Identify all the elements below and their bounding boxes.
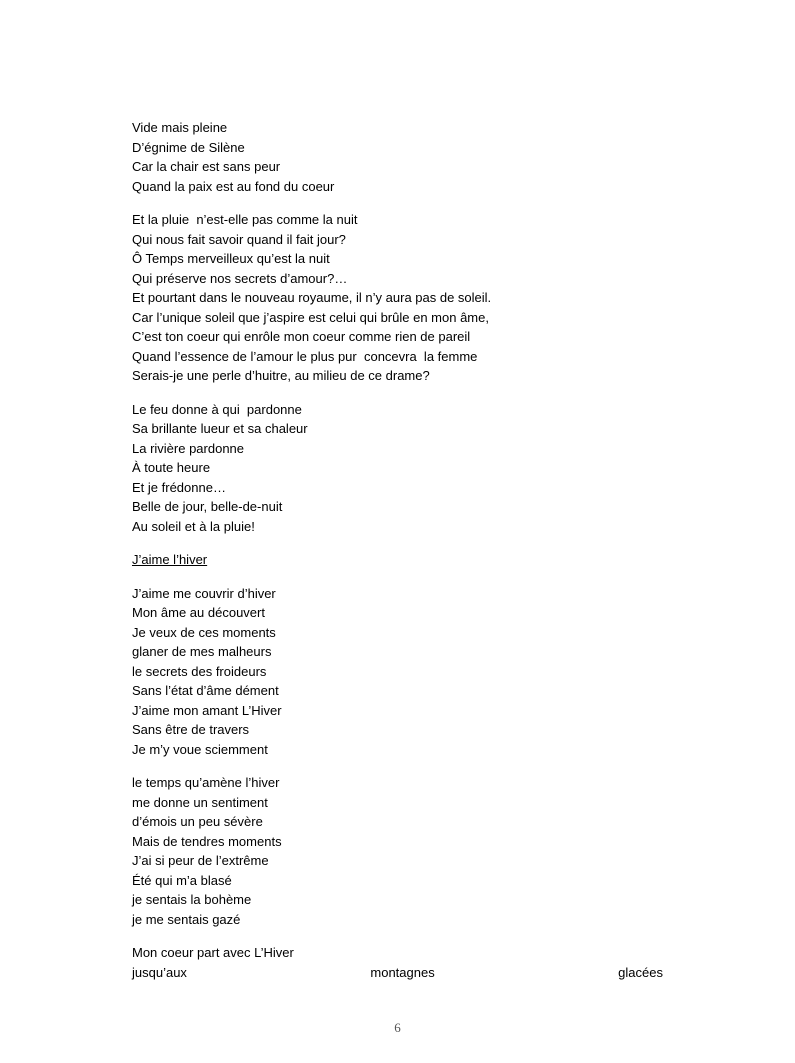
- poem-line: Je veux de ces moments: [132, 624, 276, 640]
- justified-poem-line: [132, 963, 663, 983]
- poem-line: Mon coeur part avec L’Hiver: [132, 945, 294, 960]
- poem-word: glacées: [618, 964, 663, 980]
- stanza-1: [132, 118, 672, 196]
- poem-word: jusqu’aux: [132, 964, 187, 980]
- poem-line: je sentais la bohème: [132, 892, 252, 907]
- poem-line: Quand la paix est au fond du coeur: [132, 178, 335, 194]
- poem-line: Belle de jour, belle-de-nuit: [132, 499, 283, 514]
- poem-line: Et la pluie n’est-elle pas comme la nuit: [132, 212, 358, 227]
- poem-line: le temps qu’amène l’hiver: [132, 775, 280, 790]
- poem-line: me donne un sentiment: [132, 794, 268, 810]
- stanza-4: [132, 584, 672, 760]
- stanza-6: [132, 943, 672, 982]
- poem-line: Je m’y voue sciemment: [132, 741, 268, 757]
- poem-line: Sa brillante lueur et sa chaleur: [132, 421, 308, 436]
- poem-line: Mais de tendres moments: [132, 833, 282, 849]
- stanza-3: [132, 400, 672, 537]
- poem-line: Et je frédonne…: [132, 479, 226, 495]
- poem-line: Car la chair est sans peur: [132, 159, 281, 174]
- poem-line: Vide mais pleine: [132, 120, 228, 135]
- poem-line: À toute heure: [132, 460, 211, 475]
- poem-line: Car l’unique soleil que j’aspire est celui qui brûle en mon âme,: [132, 309, 489, 325]
- poem-line: La rivière pardonne: [132, 440, 245, 456]
- poem-line: Été qui m’a blasé: [132, 872, 232, 888]
- stanza-2: [132, 210, 672, 386]
- poem-line: Sans l’état d’âme dément: [132, 683, 279, 698]
- poem-line: Au soleil et à la pluie!: [132, 518, 255, 534]
- poem-line: J’ai si peur de l’extrême: [132, 853, 269, 868]
- poem-line: Quand l’essence de l’amour le plus pur concevra la femme: [132, 348, 478, 364]
- poem-line: Ô Temps merveilleux qu’est la nuit: [132, 251, 330, 266]
- poem-line: Serais-je une perle d’huitre, au milieu de ce drame?: [132, 368, 430, 383]
- page-number: 6: [394, 1020, 401, 1035]
- poem-line: Mon âme au découvert: [132, 605, 265, 620]
- poem-line: glaner de mes malheurs: [132, 644, 272, 659]
- poem-line: Qui nous fait savoir quand il fait jour?: [132, 231, 346, 247]
- poem-body: [132, 118, 672, 996]
- poem-line: J’aime me couvrir d’hiver: [132, 585, 276, 601]
- poem-title: J’aime l’hiver: [132, 552, 208, 567]
- stanza-5: [132, 773, 672, 929]
- poem-word: montagnes: [370, 964, 435, 980]
- poem-line: C’est ton coeur qui enrôle mon coeur comme rien de pareil: [132, 329, 471, 344]
- poem-line: J’aime mon amant L’Hiver: [132, 702, 282, 718]
- poem-line: d’émois un peu sévère: [132, 814, 263, 829]
- poem-line: Le feu donne à qui pardonne: [132, 401, 302, 417]
- poem-line: Qui préserve nos secrets d’amour?…: [132, 270, 348, 286]
- poem-line: Et pourtant dans le nouveau royaume, il n’y aura pas de soleil.: [132, 290, 492, 305]
- poem-line: le secrets des froideurs: [132, 663, 267, 679]
- poem-line: Sans être de travers: [132, 722, 250, 737]
- poem-line: je me sentais gazé: [132, 911, 241, 927]
- poem-line: D’égnime de Silène: [132, 139, 245, 155]
